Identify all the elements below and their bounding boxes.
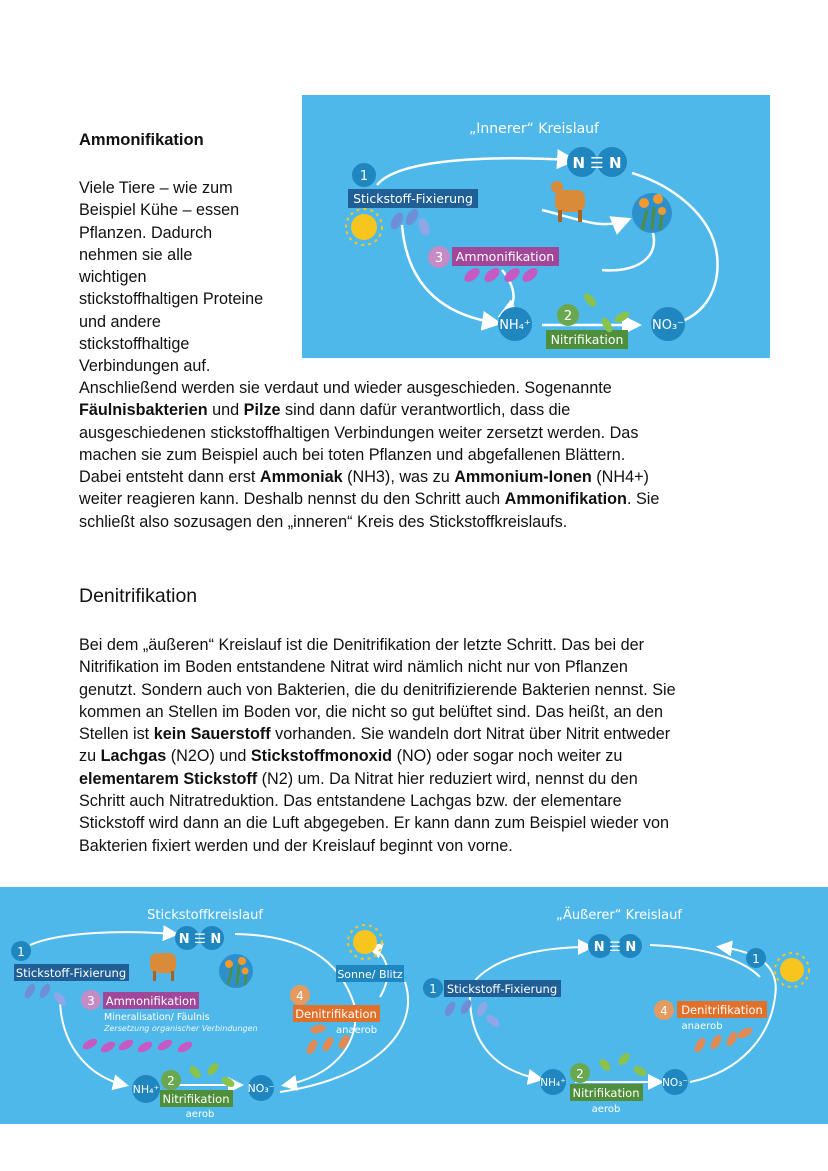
step3-sub1: Mineralisation/ Fäulnis (104, 1012, 210, 1023)
bacterium-icon (482, 265, 502, 284)
step3-label: Ammonifikation (105, 994, 197, 1008)
diagram-title: Stickstoffkreislauf (147, 908, 263, 923)
arrow (402, 225, 497, 323)
bacterium-icon (23, 982, 38, 1000)
step1-label: Stickstoff-Fixierung (446, 982, 558, 996)
deer-leg-icon (171, 971, 174, 981)
text-line: machen sie zum Beispiel auch bei toten Pflanzen und abgefallenen Blättern. (79, 445, 626, 464)
deer-leg-icon (558, 210, 562, 222)
denitrifikation-paragraph (79, 634, 799, 857)
bacterium-icon (709, 1033, 724, 1051)
step-number-text: 4 (296, 989, 304, 1003)
no3-label: NO₃⁻ (651, 318, 685, 333)
diagram-title: „Innerer“ Kreislauf (469, 121, 599, 137)
text-line: nehmen sie alle (79, 245, 193, 264)
sun-icon (780, 958, 804, 982)
ammonifikation-paragraph (79, 377, 799, 533)
arrow (377, 158, 572, 185)
text-line: ausgeschiedenen stickstoffhaltigen Verbindungen weiter zersetzt werden. Das (79, 423, 639, 442)
text-line: stickstoffhaltige (79, 335, 190, 354)
bacterium-icon (136, 1040, 154, 1055)
deer-head-icon (551, 181, 563, 193)
bacterium-icon (117, 1038, 135, 1053)
sun-icon (353, 930, 377, 954)
nh4-label: NH₄⁺ (540, 1077, 566, 1089)
flower-icon (653, 194, 663, 204)
flower-icon (639, 198, 649, 208)
text-line: elementarem Stickstoff (N2) um. Da Nitrat hier reduziert wird, nennst du den (79, 769, 638, 788)
bacterium-icon (693, 1036, 708, 1054)
flower-icon (238, 957, 246, 965)
text-line: schließt also sozusagen den „inneren“ Kreis des Stickstoffkreislaufs. (79, 512, 568, 531)
text-line: und andere (79, 312, 161, 331)
step-number-text: 4 (660, 1004, 668, 1018)
bacterium-icon (305, 1038, 320, 1056)
bacterium-icon (156, 1038, 174, 1053)
diagram-title: „Äußerer“ Kreislauf (556, 908, 682, 923)
text-line: Stickstoff wird dann an die Luft abgegeben. Er kann dann zum Beispiel wieder von (79, 814, 670, 833)
bacterium-icon (462, 265, 482, 284)
step-number-text: 1 (752, 952, 760, 966)
text-line: stickstoffhaltigen Proteine (79, 290, 264, 309)
bacterium-icon (613, 310, 631, 325)
step1-label: Stickstoff-Fixierung (353, 191, 473, 206)
bacterium-icon (403, 207, 421, 228)
arrow (30, 932, 175, 945)
text-line: Stellen ist kein Sauerstoff vorhanden. Sie wandeln dort Nitrat über Nitrit entweder (79, 725, 671, 744)
ammonifikation-intro (79, 177, 263, 378)
nh4-label: NH₄⁺ (132, 1083, 160, 1096)
bacterium-icon (736, 1026, 754, 1041)
bacterium-icon (205, 1061, 220, 1077)
text-line: genutzt. Sondern auch von Bakterien, die du denitrifizierende Bakterien nennst. Sie (79, 680, 676, 699)
heading-ammonifikation: Ammonifikation (79, 131, 204, 149)
text-line: Beispiel Kühe – essen (79, 201, 240, 220)
step2-sub: aerob (185, 1109, 215, 1120)
text-line: Nitrifikation im Boden entstandene Nitrat wird nämlich nicht nur von Pflanzen (79, 658, 628, 677)
step2-label: Nitrifikation (550, 332, 624, 347)
bacterium-icon (520, 265, 540, 284)
n2-label: N ☰ N (593, 940, 637, 955)
no3-label: NO₃⁻ (247, 1082, 275, 1095)
arrow (542, 210, 627, 224)
step3-sub2: Zersetzung organischer Verbindungen (104, 1024, 258, 1033)
step4-sub: anaerob (681, 1021, 723, 1032)
text-line: Fäulnisbakterien und Pilze sind dann dafür verantwortlich, dass die (79, 401, 571, 420)
bacterium-icon (484, 1013, 501, 1029)
step-number-text: 3 (434, 251, 444, 266)
heading-denitrifikation: Denitrifikation (79, 585, 198, 607)
deer-leg-icon (153, 971, 156, 981)
bacterium-icon (81, 1037, 99, 1052)
bacterium-icon (582, 291, 598, 308)
bacterium-icon (220, 1075, 236, 1089)
step3-label: Ammonifikation (455, 249, 555, 264)
text-line: zu Lachgas (N2O) und Stickstoffmonoxid (NO) oder sogar noch weiter zu (79, 747, 623, 766)
sun-icon (351, 214, 377, 240)
bacterium-icon (632, 1064, 648, 1078)
step-number-text: 2 (167, 1074, 175, 1088)
text-line: Viele Tiere – wie zum (79, 179, 233, 197)
bacterium-icon (321, 1035, 336, 1053)
text-line: Anschließend werden sie verdaut und wieder ausgeschieden. Sogenannte (79, 379, 612, 397)
text-line: Pflanzen. Dadurch (79, 223, 213, 242)
diagram-nitrogen-cycle (0, 887, 828, 1124)
step-number-text: 1 (359, 169, 369, 184)
bacterium-icon (99, 1040, 117, 1055)
no3-label: NO₃⁻ (662, 1077, 688, 1089)
bacterium-icon (475, 1000, 490, 1018)
bacterium-icon (597, 1057, 612, 1073)
step4-label: Denitrifikation (295, 1007, 377, 1021)
step-number-text: 1 (429, 982, 437, 996)
n2-label: N ☰ N (572, 154, 622, 172)
bacterium-icon (443, 1000, 458, 1018)
n2-label: N ☰ N (178, 932, 222, 947)
step-number-text: 2 (563, 309, 573, 324)
text-line: kommen an Stellen im Boden vor, die nicht so gut belüftet sind. Das heißt, an den (79, 702, 663, 721)
sun-label: Sonne/ Blitz (337, 968, 403, 981)
arrow (650, 945, 760, 977)
text-line: weiter reagieren kann. Deshalb nennst du den Schritt auch Ammonifikation. Sie (79, 490, 660, 509)
bacterium-icon (309, 1024, 326, 1035)
deer-icon (555, 190, 585, 212)
step2-label: Nitrifikation (162, 1092, 230, 1106)
arrow (602, 230, 654, 270)
step4-sub: anaerob (336, 1025, 378, 1036)
bacterium-icon (38, 982, 53, 1000)
deer-icon (150, 953, 176, 973)
step-number-text: 2 (576, 1067, 584, 1081)
bacterium-icon (725, 1030, 740, 1048)
text-line: Bakterien fixiert werden und der Kreislauf beginnt von vorne. (79, 836, 513, 855)
step-number-text: 1 (17, 945, 25, 959)
text-line: Dabei entsteht dann erst Ammoniak (NH3), was zu Ammonium-Ionen (NH4+) (79, 468, 649, 487)
bacterium-icon (187, 1064, 202, 1080)
step1-label: Stickstoff-Fixierung (15, 966, 127, 980)
text-line: wichtigen (79, 268, 147, 287)
diagram-inner-cycle (302, 95, 770, 358)
bacterium-icon (176, 1040, 194, 1055)
flower-icon (242, 968, 249, 975)
bacterium-icon (416, 217, 432, 237)
flower-icon (225, 960, 233, 968)
text-line: Schritt auch Nitratreduktion. Das entstandene Lachgas bzw. der elementare (79, 792, 622, 811)
bacterium-icon (616, 1051, 631, 1067)
step4-label: Denitrifikation (681, 1003, 763, 1017)
nh4-label: NH₄⁺ (499, 318, 531, 333)
text-line: Bei dem „äußeren“ Kreislauf ist die Denitrifikation der letzte Schritt. Das bei der (79, 636, 645, 654)
flower-icon (658, 207, 666, 215)
deer-leg-icon (578, 210, 582, 222)
step2-sub: aerob (591, 1104, 621, 1115)
text-line: Verbindungen auf. (79, 357, 211, 376)
step2-label: Nitrifikation (572, 1086, 640, 1100)
step-number-text: 3 (87, 994, 95, 1008)
